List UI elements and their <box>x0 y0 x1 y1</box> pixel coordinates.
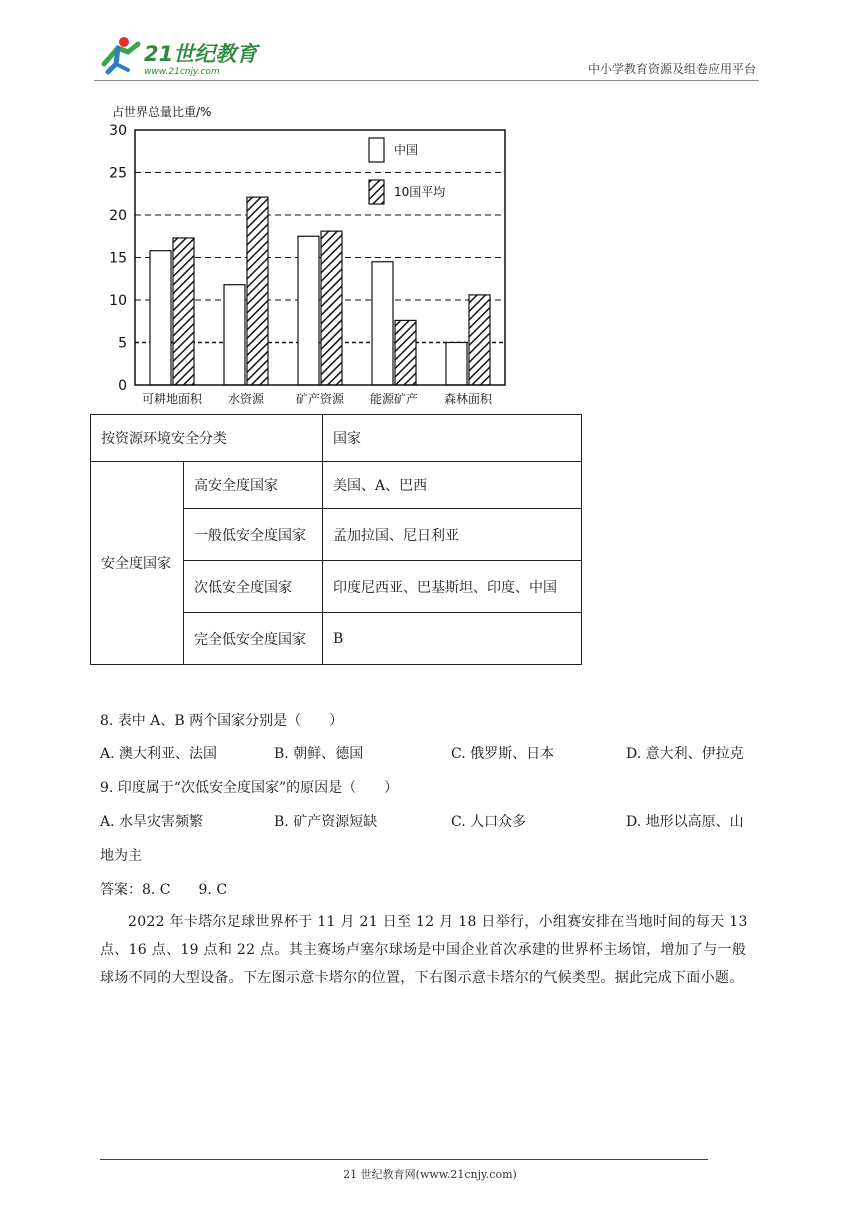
legend-label-china: 中国 <box>394 143 419 157</box>
bar-china <box>298 236 319 385</box>
header-divider <box>94 80 759 81</box>
y-tick-label: 25 <box>109 165 127 182</box>
x-tick-label: 矿产资源 <box>295 392 345 406</box>
table-cell-countries: B <box>323 613 582 665</box>
table-cell-countries: 孟加拉国、尼日利亚 <box>323 509 582 561</box>
table-cell-category: 完全低安全度国家 <box>184 613 323 665</box>
x-tick-label: 能源矿产 <box>369 392 419 406</box>
q9-option-d: D. 地形以高原、山 <box>626 814 744 830</box>
bar-china <box>446 343 467 386</box>
x-tick-label: 水资源 <box>227 392 265 406</box>
q8-option-b: B. 朝鲜、德国 <box>274 746 364 762</box>
q8-option-d: D. 意大利、伊拉克 <box>626 746 744 762</box>
chart-yticks <box>109 123 127 394</box>
table-group-label: 安全度国家 <box>91 462 184 665</box>
logo-main-text: 21世纪教育 <box>144 42 258 66</box>
question-8: 8. 表中 A、B 两个国家分别是（ ） <box>100 713 344 729</box>
table-header-classification: 按资源环境安全分类 <box>91 415 323 462</box>
bar-10-country-avg <box>321 231 342 385</box>
legend-swatch-avg <box>369 180 384 204</box>
table-cell-countries: 美国、A、巴西 <box>323 462 582 509</box>
answer-line: 答案：8. C 9. C <box>100 882 228 898</box>
y-tick-label: 0 <box>118 378 127 394</box>
bar-10-country-avg <box>469 295 490 385</box>
bar-10-country-avg <box>173 238 194 385</box>
bar-china <box>372 262 393 385</box>
x-tick-label: 可耕地面积 <box>141 392 203 406</box>
bar-10-country-avg <box>395 320 416 385</box>
y-tick-label: 20 <box>109 208 127 224</box>
passage-paragraph: 2022 年卡塔尔足球世界杯于 11 月 21 日至 12 月 18 日举行，小组赛安排在当地时间的每天 13 点、16 点、19 点和 22 点。其主赛场卢塞尔球场是中国企业首次承建的世界杯主场馆，增加了与一般球场不同的大型设备。下左图示意卡塔尔的位置，下右图示意卡塔尔的气候类型。据此完成下面小题。 <box>100 914 748 986</box>
q8-option-a: A. 澳大利亚、法国 <box>100 746 218 762</box>
q9-option-b: B. 矿产资源短缺 <box>274 814 378 830</box>
chart-bars <box>150 197 490 385</box>
y-tick-label: 5 <box>118 335 127 352</box>
bar-china <box>150 251 171 385</box>
table-header-row <box>91 415 582 462</box>
bar-10-country-avg <box>247 197 268 385</box>
q9-option-d-wrap: 地为主 <box>100 848 142 864</box>
table-cell-countries: 印度尼西亚、巴基斯坦、印度、中国 <box>323 561 582 613</box>
table-row <box>91 462 582 509</box>
safety-table <box>90 414 582 665</box>
footer-text: 21 世纪教育网(www.21cnjy.com) <box>343 1168 517 1181</box>
question-9: 9. 印度属于“次低安全度国家”的原因是（ ） <box>100 780 399 796</box>
legend-label-avg: 10国平均 <box>394 185 446 199</box>
footer-divider <box>100 1159 708 1160</box>
y-tick-label: 30 <box>109 123 127 139</box>
x-tick-label: 森林面积 <box>443 392 493 406</box>
table-cell-category: 一般低安全度国家 <box>184 509 323 561</box>
legend-swatch-china <box>369 138 384 162</box>
q9-option-a: A. 水旱灾害频繁 <box>100 814 204 830</box>
table-cell-category: 高安全度国家 <box>184 462 323 509</box>
header-platform-text: 中小学教育资源及组卷应用平台 <box>587 62 756 76</box>
runner-logo-icon <box>94 34 264 78</box>
table-cell-category: 次低安全度国家 <box>184 561 323 613</box>
chart-ylabel: 占世界总量比重/% <box>112 105 212 119</box>
y-tick-label: 10 <box>109 293 127 309</box>
q9-option-c: C. 人口众多 <box>451 814 527 830</box>
chart-xlabels <box>142 391 493 406</box>
bar-china <box>224 285 245 385</box>
q8-option-c: C. 俄罗斯、日本 <box>451 746 555 762</box>
table-header-country: 国家 <box>323 415 582 462</box>
site-logo <box>94 34 264 78</box>
resource-chart <box>94 100 524 412</box>
y-tick-label: 15 <box>109 250 127 267</box>
logo-url-text: www.21cnjy.com <box>144 67 220 77</box>
